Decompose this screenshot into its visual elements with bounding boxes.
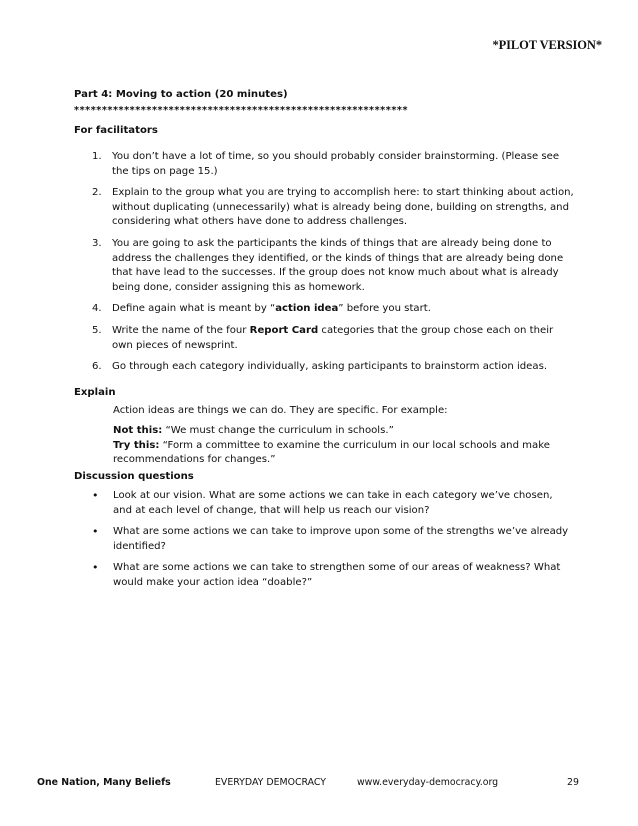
divider-stars: ************************************************************ — [74, 105, 409, 116]
term-action-idea: action idea — [275, 303, 339, 315]
list-text: Look at our vision. What are some actions we can take in each category we’ve chosen, and at each level of change, that will help us reach our vision? — [113, 490, 553, 516]
footer-url: www.everyday-democracy.org — [357, 777, 499, 788]
list-item — [74, 489, 574, 518]
list-number: 1. — [92, 151, 102, 162]
list-item — [74, 324, 574, 353]
list-text: What are some actions we can take to improve upon some of the strengths we’ve already identified? — [113, 526, 569, 552]
try-this-line — [113, 439, 583, 468]
list-text-post: ” before you start. — [338, 303, 431, 315]
bullet-icon: • — [92, 489, 99, 502]
list-item — [74, 186, 574, 230]
list-text: You don’t have a lot of time, so you should probably consider brainstorming. (Please see the tips on page 15.) — [112, 151, 560, 177]
list-text-post: categories that the group chose each on their own pieces of newsprint. — [112, 324, 554, 351]
explain-intro: Action ideas are things we can do. They are specific. For example: — [113, 405, 448, 416]
not-this-label: Not this: — [113, 425, 163, 436]
facilitator-steps — [74, 150, 574, 382]
list-item — [74, 525, 574, 554]
try-this-label: Try this: — [113, 439, 160, 451]
list-number: 6. — [92, 361, 102, 373]
facilitators-heading: For facilitators — [74, 125, 158, 136]
list-text: Go through each category individually, asking participants to brainstorm action ideas. — [112, 361, 548, 373]
page-number: 29 — [567, 777, 579, 788]
discussion-list — [74, 489, 574, 598]
footer-title: One Nation, Many Beliefs — [37, 777, 171, 788]
list-text: Explain to the group what you are trying to accomplish here: to start thinking about action, without duplicating (unnecessarily) what is already being done, building on strengths, and considering what others have done to address challenges. — [112, 187, 574, 228]
list-text-pre: Define again what is meant by “ — [112, 303, 276, 315]
example-block — [113, 424, 583, 468]
list-item — [74, 237, 574, 295]
pilot-version-label: *PILOT VERSION* — [492, 38, 602, 52]
list-item — [74, 360, 574, 375]
explain-heading: Explain — [74, 387, 116, 398]
list-text: What are some actions we can take to strengthen some of our areas of weakness? What would make your action idea “doable?” — [113, 562, 561, 588]
not-this-text: “We must change the curriculum in schools.” — [162, 425, 394, 436]
part-title: Part 4: Moving to action (20 minutes) — [74, 89, 288, 100]
term-report-card: Report Card — [249, 324, 319, 336]
list-item — [74, 150, 574, 179]
list-item — [74, 561, 574, 590]
discussion-heading: Discussion questions — [74, 471, 194, 482]
bullet-icon: • — [92, 561, 99, 575]
list-number: 2. — [92, 187, 102, 199]
not-this-line — [113, 424, 583, 439]
list-text: You are going to ask the participants the kinds of things that are already being done to address the challenges they identified, or the kinds of things that are already being done that have lead to the successes. If the group does not know much about what is already being done, consider assigning this as homework. — [112, 237, 564, 293]
list-number: 4. — [92, 303, 102, 315]
try-this-text: “Form a committee to examine the curriculum in our local schools and make recommendations for changes.” — [113, 439, 550, 466]
list-number: 5. — [92, 324, 102, 336]
list-item — [74, 302, 574, 317]
list-text-pre: Write the name of the four — [112, 324, 250, 336]
footer-org: EVERYDAY DEMOCRACY — [215, 777, 326, 788]
list-number: 3. — [92, 237, 102, 249]
bullet-icon: • — [92, 525, 99, 539]
